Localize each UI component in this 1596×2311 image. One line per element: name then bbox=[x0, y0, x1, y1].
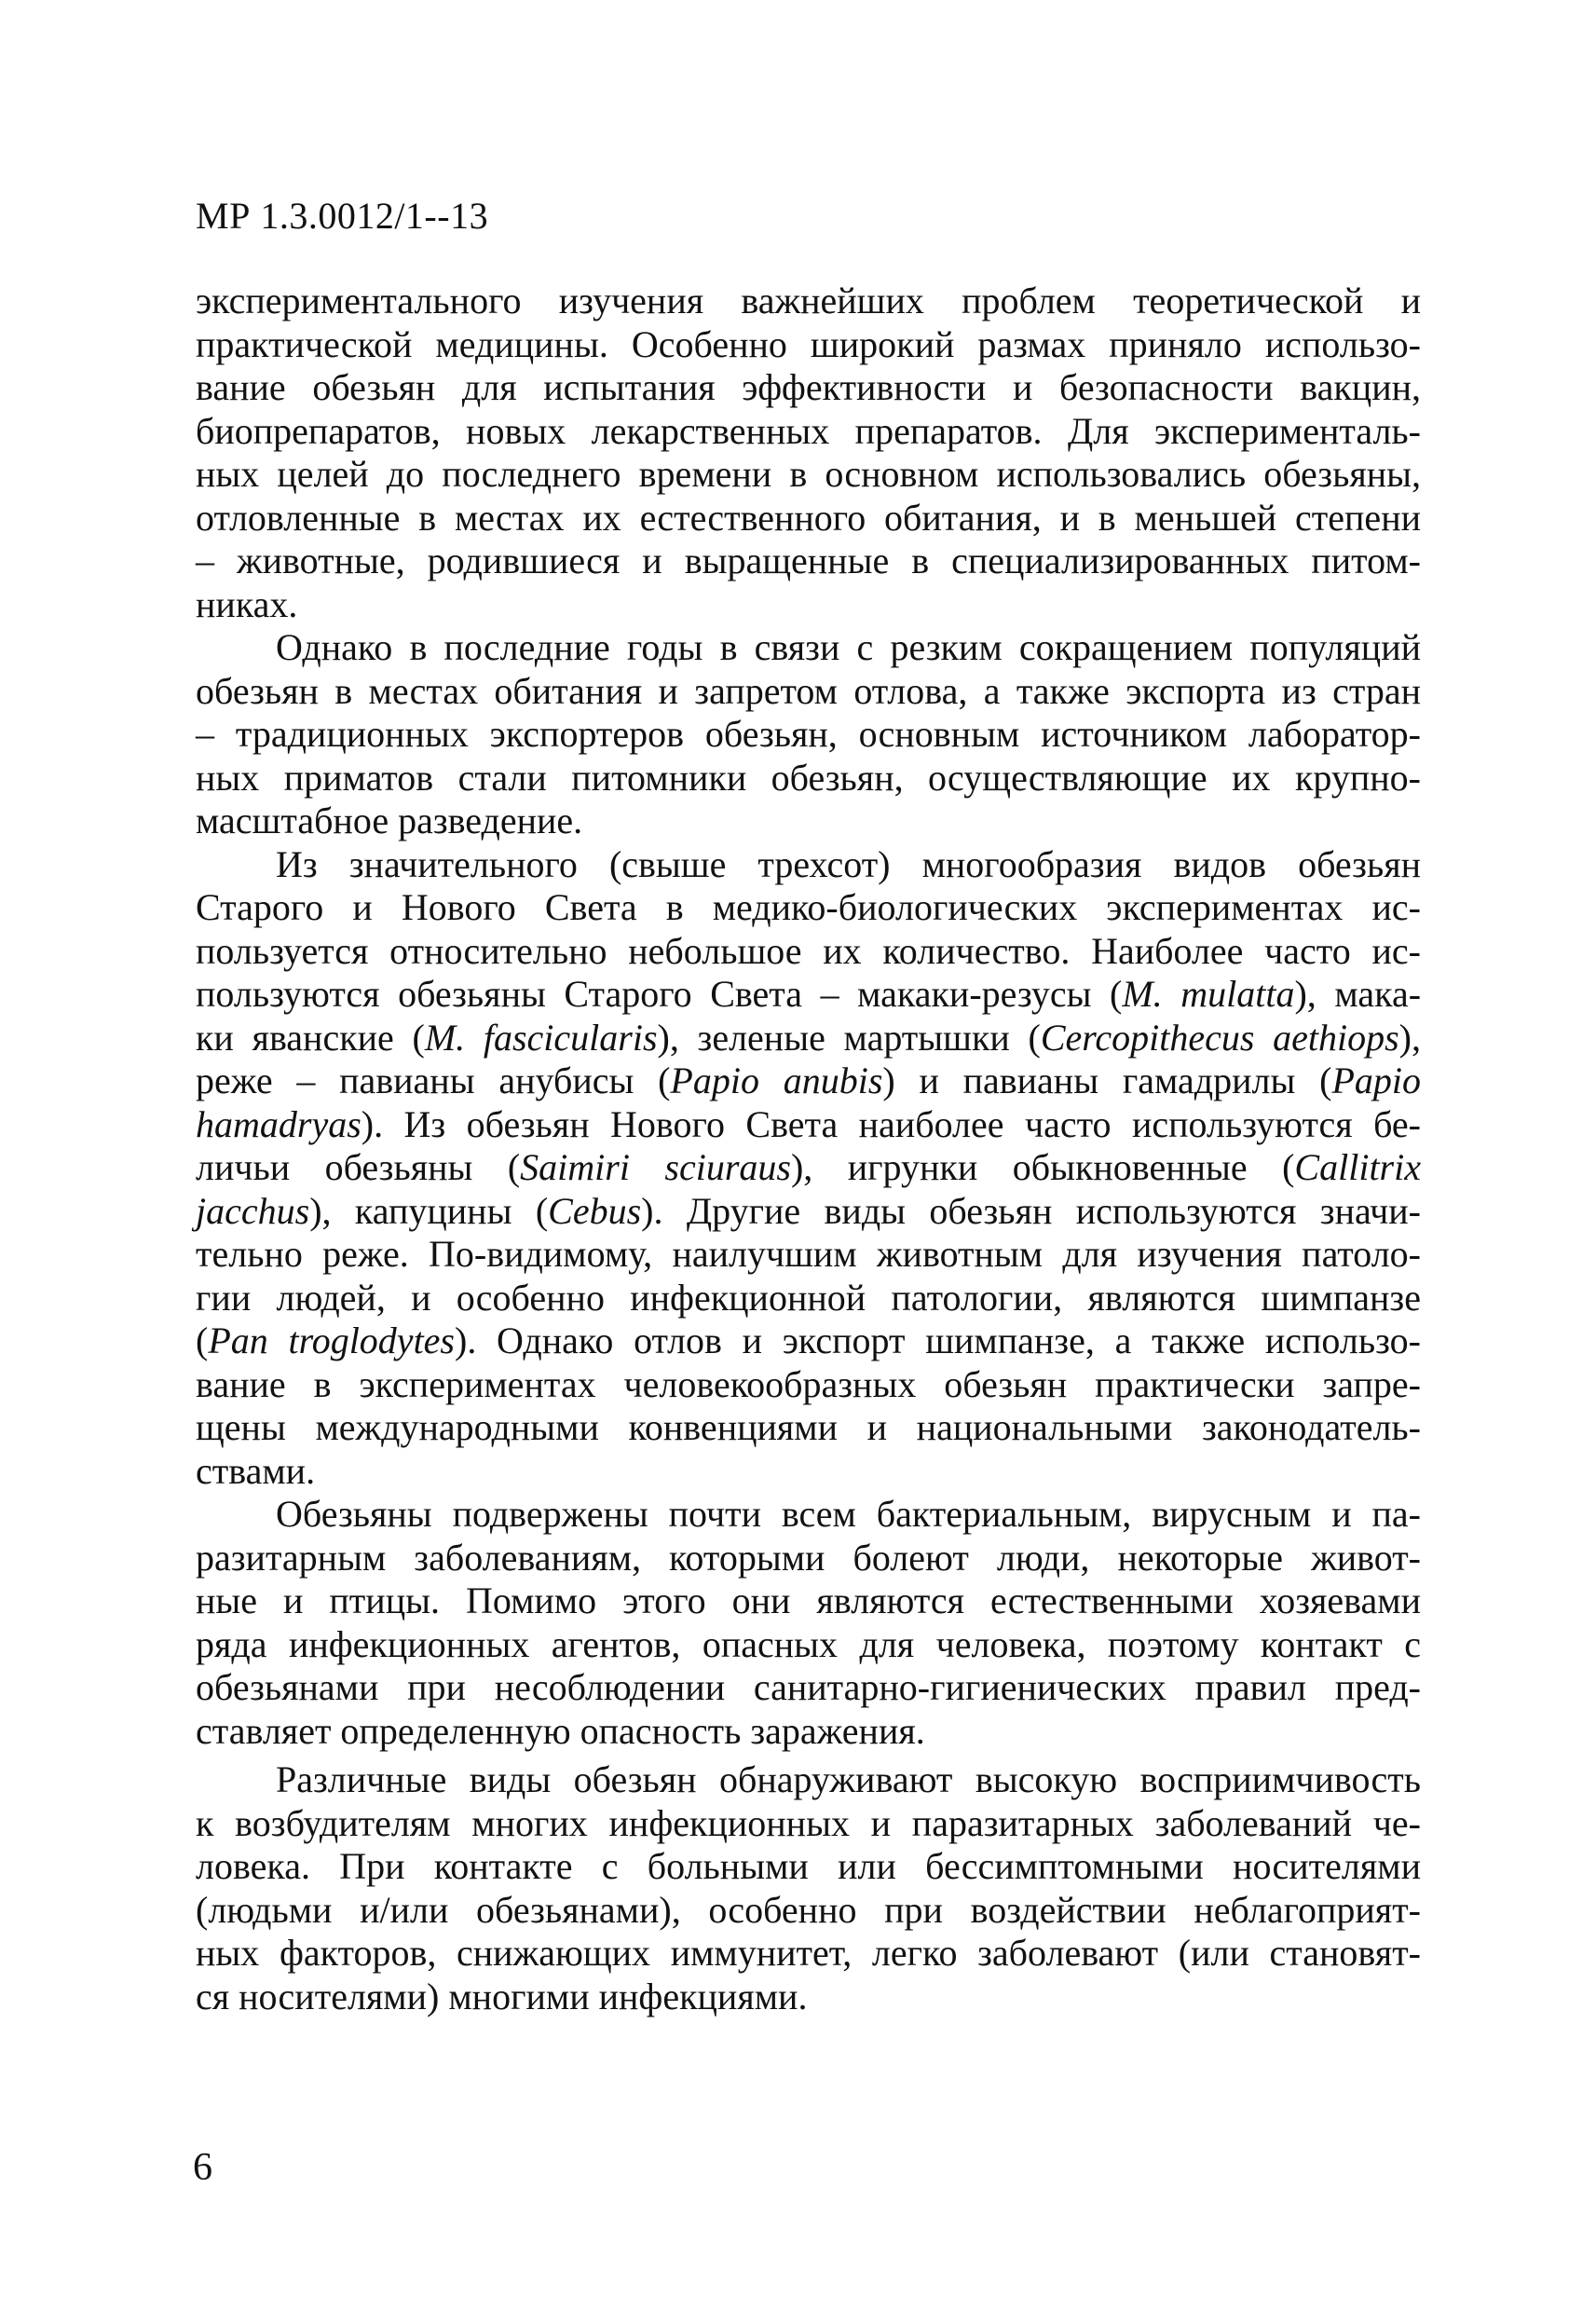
species-name: Papio anubis bbox=[670, 1060, 883, 1101]
text-line: ся носителями) многими инфекциями. bbox=[196, 1975, 808, 2017]
species-name: Papio bbox=[1331, 1060, 1421, 1101]
text-line: ствами. bbox=[196, 1449, 316, 1492]
text-line: ных целей до последнего времени в основном использовались обезьяны, bbox=[196, 453, 1421, 495]
text-line: никах. bbox=[196, 582, 298, 625]
document-code-header: МР 1.3.0012/1--13 bbox=[196, 195, 489, 237]
text-line: вание в экспериментах человекообразных обезьян практически запре- bbox=[196, 1362, 1421, 1405]
page-number: 6 bbox=[193, 2146, 212, 2189]
text-line: практической медицины. Особенно широкий размах приняло использо- bbox=[196, 322, 1421, 365]
text-line: отловленные в местах их естественного обитания, и в меньшей степени bbox=[196, 496, 1421, 539]
paragraph-2 bbox=[196, 626, 1421, 843]
species-name: jacchus bbox=[196, 1189, 310, 1232]
text-line: щены международными конвенциями и национальными законодатель- bbox=[196, 1406, 1421, 1448]
text-line: реже – павианы анубисы (Papio anubis) и павианы гамадрилы (Papio bbox=[196, 1060, 1421, 1101]
text-line: hamadryas). Из обезьян Нового Света наиболее часто используются бе- bbox=[196, 1102, 1421, 1145]
text-line: масштабное разведение. bbox=[196, 800, 583, 841]
paragraph-5 bbox=[196, 1758, 1421, 2018]
text-line: биопрепаратов, новых лекарственных препаратов. Для эксперименталь- bbox=[196, 409, 1421, 452]
text-line: вание обезьян для испытания эффективности и безопасности вакцин, bbox=[196, 366, 1421, 408]
species-name: hamadryas bbox=[196, 1102, 361, 1145]
text-line: Обезьяны подвержены почти всем бактериальным, вирусным и па- bbox=[276, 1493, 1421, 1535]
text-line: личьи обезьяны (Saimiri sciuraus), игрунки обыкновенные (Callitrix bbox=[196, 1146, 1421, 1188]
text-line: пользуется относительно небольшое их количество. Наиболее часто ис- bbox=[196, 929, 1421, 972]
text-line: ных приматов стали питомники обезьян, осуществляющие их крупно- bbox=[196, 756, 1421, 799]
text-line: гии людей, и особенно инфекционной патологии, являются шимпанзе bbox=[196, 1276, 1421, 1319]
species-name: Cercopithecus aethiops bbox=[1040, 1016, 1399, 1059]
text-line: – животные, родившиеся и выращенные в специализированных питом- bbox=[196, 540, 1421, 581]
text-line: Различные виды обезьян обнаруживают высокую восприимчивость bbox=[276, 1758, 1421, 1800]
text-line: ные и птицы. Помимо этого они являются естественными хозяевами bbox=[196, 1579, 1421, 1621]
text-line: ставляет определенную опасность заражения. bbox=[196, 1709, 925, 1752]
text-line: ки яванские (M. fascicularis), зеленые мартышки (Cercopithecus aethiops), bbox=[196, 1016, 1421, 1059]
text-line: ловека. При контакте с больными или бессимптомными носителями bbox=[196, 1845, 1421, 1887]
text-line: (Pan troglodytes). Однако отлов и экспорт шимпанзе, а также использо- bbox=[196, 1320, 1421, 1361]
text-line: обезьянами при несоблюдении санитарно-гигиенических правил пред- bbox=[196, 1666, 1421, 1708]
text-line: (людьми и/или обезьянами), особенно при воздействии неблагоприят- bbox=[196, 1888, 1421, 1931]
text-line: к возбудителям многих инфекционных и паразитарных заболеваний че- bbox=[196, 1801, 1421, 1844]
species-name: Saimiri sciuraus bbox=[520, 1146, 791, 1188]
text-line: пользуются обезьяны Старого Света – макаки-резусы (M. mulatta), мака- bbox=[196, 973, 1422, 1015]
text-line: тельно реже. По-видимому, наилучшим животным для изучения патоло- bbox=[196, 1233, 1421, 1275]
text-line: Старого и Нового Света в медико-биологических экспериментах ис- bbox=[196, 886, 1421, 928]
species-name: Pan troglodytes bbox=[208, 1320, 455, 1361]
paragraph-3 bbox=[196, 843, 1421, 1494]
text-line: – традиционных экспортеров обезьян, основным источником лаборатор- bbox=[196, 713, 1421, 755]
species-name: M. mulatta bbox=[1122, 973, 1295, 1015]
text-line: Из значительного (свыше трехсот) многообразия видов обезьян bbox=[276, 842, 1421, 885]
text-line: разитарным заболеваниям, которыми болеют люди, некоторые живот- bbox=[196, 1536, 1421, 1579]
text-line: экспериментального изучения важнейших проблем теоретической и bbox=[196, 280, 1421, 321]
text-line: jacchus), капуцины (Cebus). Другие виды обезьян используются значи- bbox=[196, 1189, 1421, 1232]
text-line: Однако в последние годы в связи с резким сокращением популяций bbox=[276, 626, 1421, 668]
text-line: обезьян в местах обитания и запретом отлова, а также экспорта из стран bbox=[196, 669, 1421, 712]
species-name: M. fascicularis bbox=[424, 1016, 658, 1059]
text-line: ряда инфекционных агентов, опасных для человека, поэтому контакт с bbox=[196, 1622, 1421, 1665]
paragraph-1 bbox=[196, 280, 1421, 626]
species-name: Callitrix bbox=[1294, 1146, 1421, 1188]
body-text bbox=[196, 280, 1421, 2018]
species-name: Cebus bbox=[548, 1189, 642, 1232]
paragraph-4 bbox=[196, 1493, 1421, 1753]
text-line: ных факторов, снижающих иммунитет, легко заболевают (или становят- bbox=[196, 1932, 1421, 1974]
